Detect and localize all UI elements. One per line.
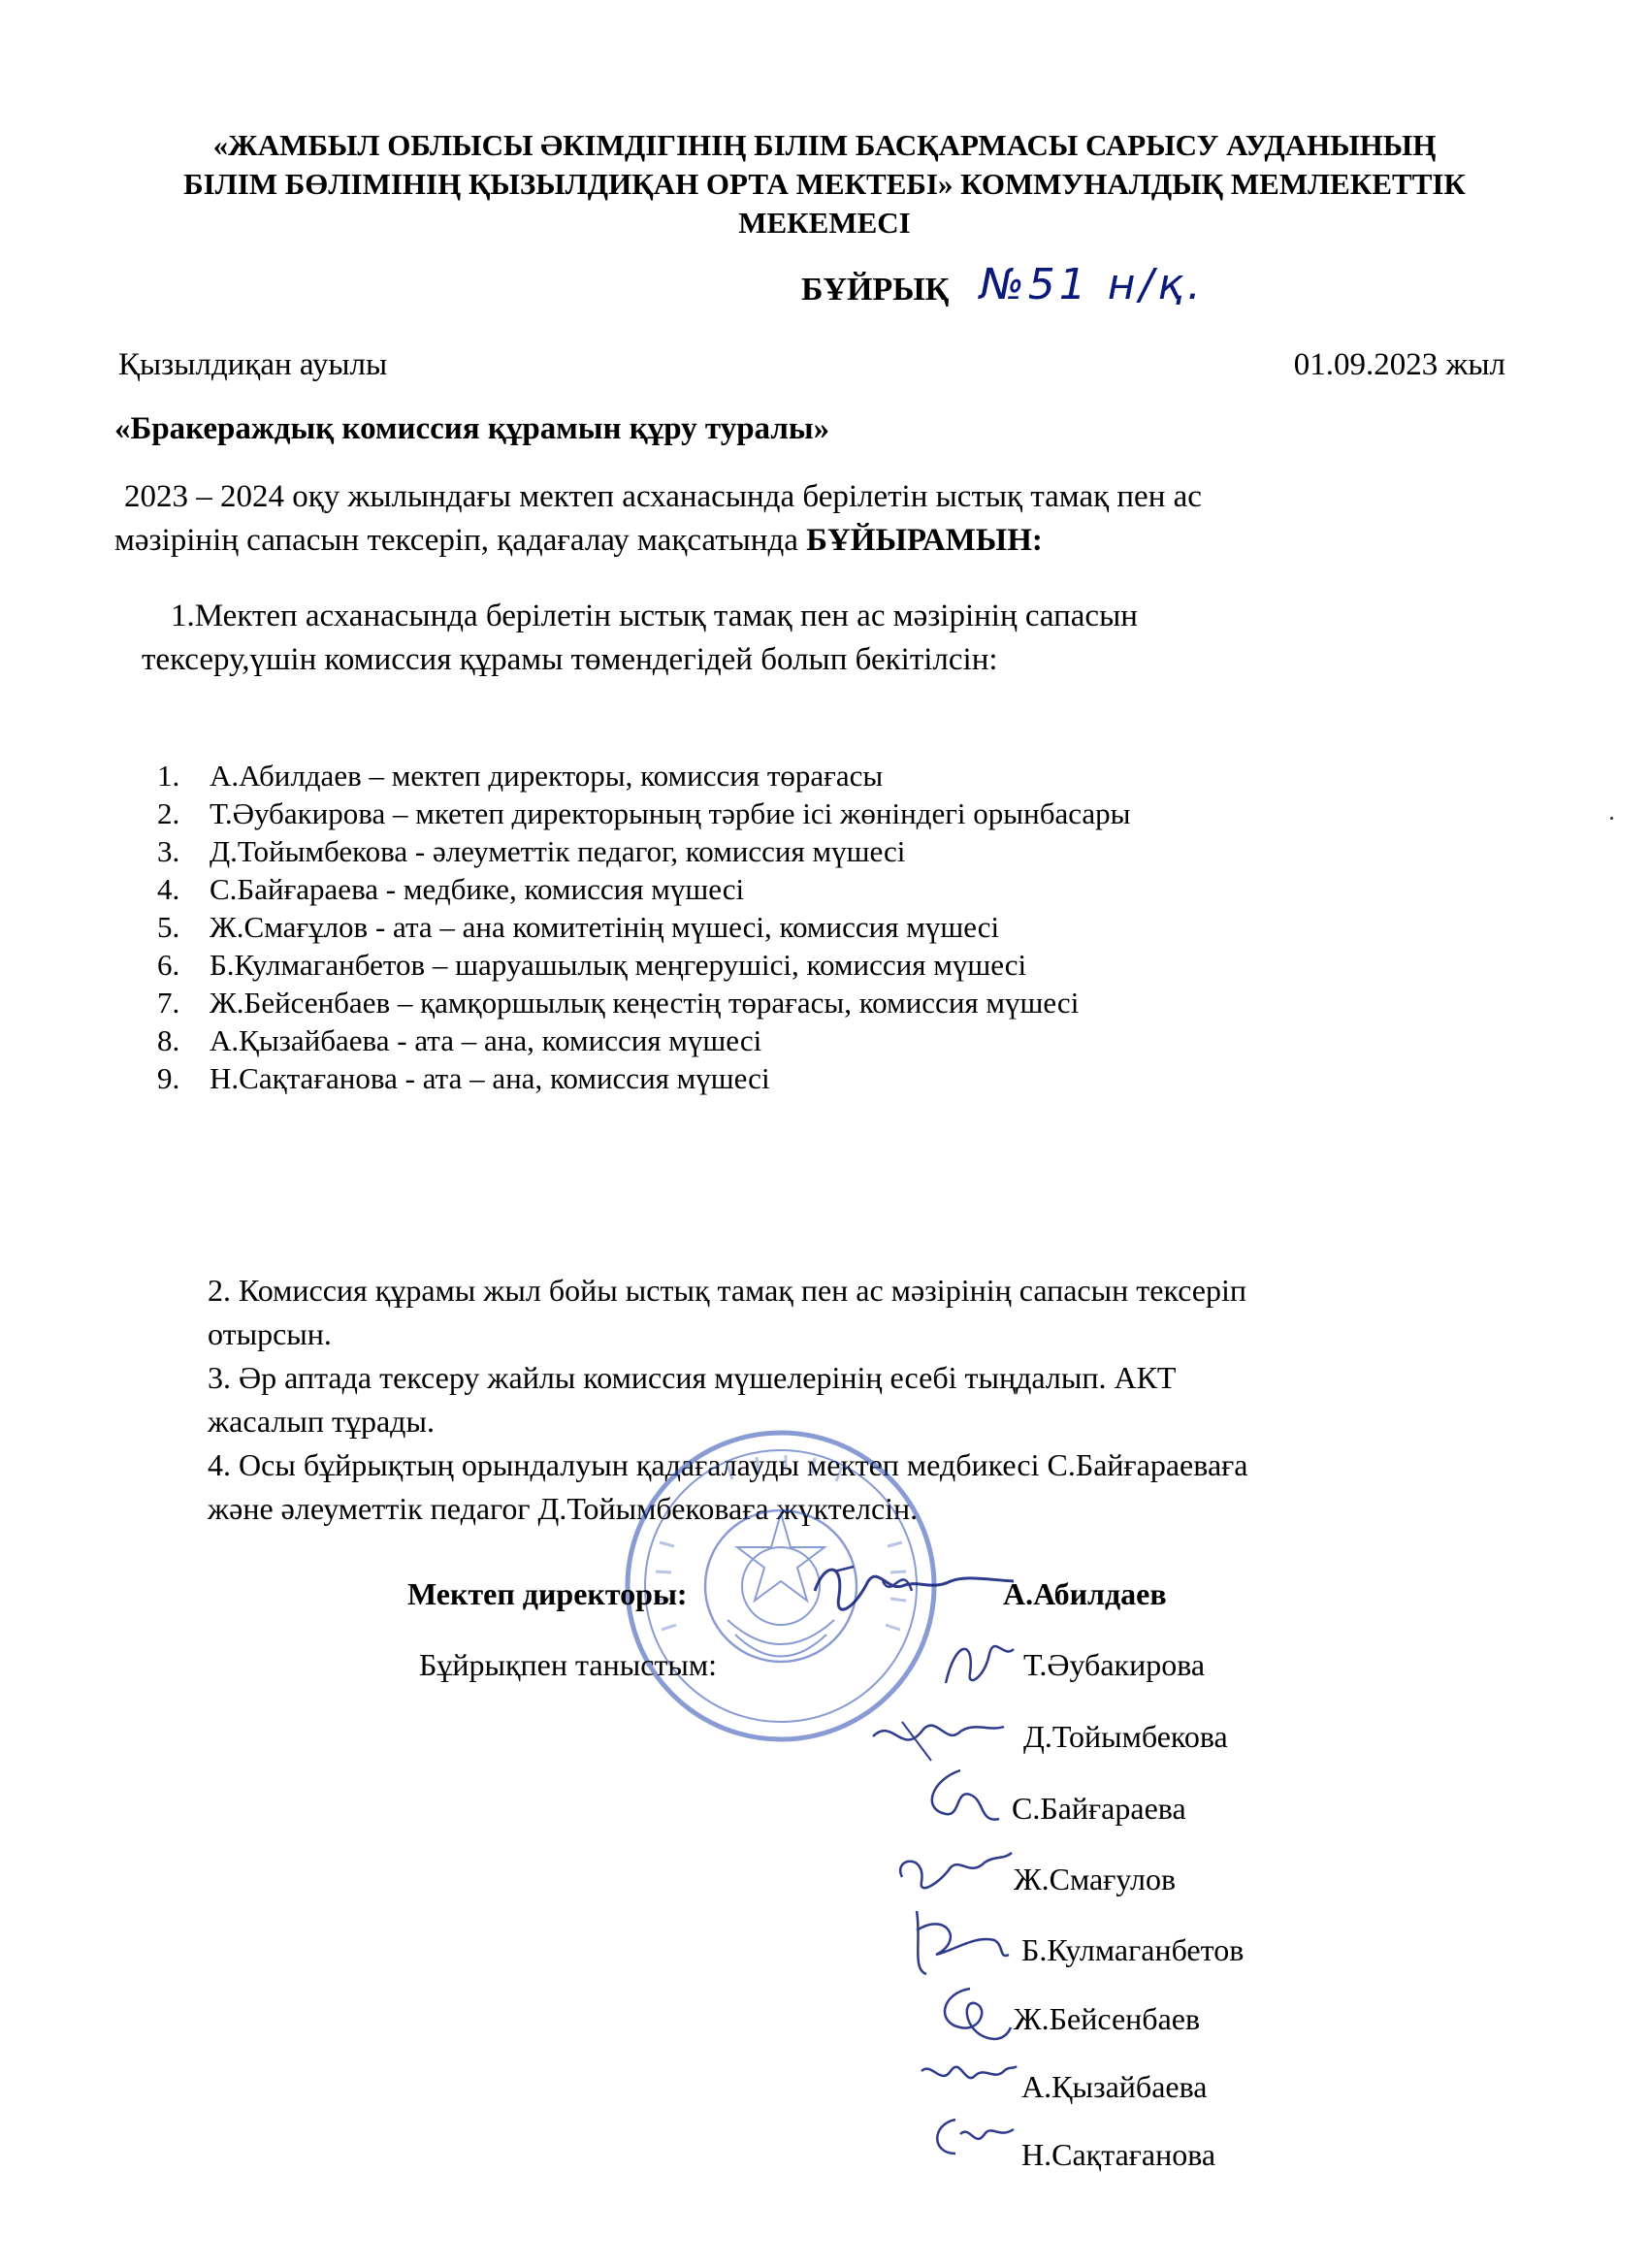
signature-icon [922, 2105, 1018, 2173]
list-item: 3. Д.Тойымбекова - әлеуметтік педагог, комиссия мүшесі [157, 834, 906, 868]
acknowledged-name: Б.Кулмаганбетов [1021, 1932, 1245, 1967]
list-item: 2. Т.Әубакирова – мкетеп директорының тәрбие ісі жөніндегі орынбасары [157, 796, 1131, 830]
order-date: 01.09.2023 жыл [1293, 347, 1505, 382]
signature-icon [922, 1979, 1014, 2052]
order-keyword: БҰЙЫРАМЫН: [806, 523, 1043, 558]
list-item: 8. А.Қызайбаева - ата – ана, комиссия мүшесі [157, 1023, 762, 1057]
acknowledged-name: Ж.Бейсенбаев [1014, 2001, 1201, 2036]
header-line-2: БІЛІМ БӨЛІМІНІҢ ҚЫЗЫЛДИҚАН ОРТА МЕКТЕБІ» КОММУНАЛДЫҚ МЕМЛЕКЕТТІК [183, 167, 1466, 201]
acknowledged-name: Н.Сақтағанова [1021, 2137, 1216, 2172]
point-line: отырсын. [208, 1316, 332, 1351]
acknowledged-name: С.Байғараева [1012, 1791, 1186, 1826]
point-line: және әлеуметтік педагог Д.Тойымбековаға жүктелсін. [208, 1491, 919, 1526]
acknowledged-label: Бұйрықпен таныстым: [419, 1647, 718, 1682]
list-item: 4. С.Байғараева - медбике, комиссия мүшесі [157, 872, 745, 906]
intro-line-1: 2023 – 2024 оқу жылындағы мектеп асханасында берілетін ыстық тамақ пен ас [124, 479, 1202, 514]
point-line: 2. Комиссия құрамы жыл бойы ыстық тамақ пен ас мәзірінің сапасын тексеріп [208, 1273, 1246, 1308]
point-1 [142, 595, 1432, 682]
list-item: 9. Н.Сақтағанова - ата – ана, комиссия мүшесі [157, 1061, 770, 1095]
point-line: жасалып тұрады. [208, 1404, 435, 1439]
director-signature-icon [795, 1552, 1018, 1630]
header-line-1: «ЖАМБЫЛ ОБЛЫСЫ ӘКІМДІГІНІҢ БІЛІМ БАСҚАРМАСЫ САРЫСУ АУДАНЫНЫҢ [212, 128, 1437, 162]
signature-icon [912, 2042, 1018, 2105]
signature-icon [897, 1901, 1014, 1984]
point-1-line-1: 1.Мектеп асханасында берілетін ыстық тамақ пен ас мәзірінің сапасын [171, 599, 1138, 633]
order-subject: «Бракераждық комиссия құрамын құру туралы» [114, 411, 830, 446]
point-1-line-2: тексеру,үшін комиссия құрамы төмендегідей болып бекітілсін: [142, 642, 998, 677]
director-label: Мектеп директоры: [407, 1576, 688, 1611]
signature-icon [936, 1630, 1023, 1698]
acknowledged-name: А.Қызайбаева [1021, 2069, 1208, 2104]
list-item: 7. Ж.Бейсенбаев – қамқоршылық кеңестің төрағасы, комиссия мүшесі [157, 986, 1080, 1020]
acknowledged-name: Д.Тойымбекова [1023, 1719, 1228, 1754]
signature-icon [902, 1761, 1009, 1833]
acknowledged-name: Т.Әубакирова [1023, 1647, 1206, 1682]
organization-header [87, 126, 1562, 243]
order-intro [114, 475, 1472, 563]
place-of-issue: Қызылдиқан ауылы [118, 347, 388, 382]
signature-icon [888, 1838, 1014, 1906]
acknowledged-name: Ж.Смағулов [1014, 1862, 1177, 1896]
intro-line-2: мәзірінің сапасын тексеріп, қадағалау мақсатында БҰЙЫРАМЫН: [114, 523, 1043, 558]
order-number-handwritten: №51 н/қ. [980, 260, 1205, 309]
list-item: 6. Б.Кулмаганбетов – шаруашылық меңгерушісі, комиссия мүшесі [157, 948, 1027, 982]
header-line-3: МЕКЕМЕСІ [738, 206, 911, 240]
director-name: А.Абилдаев [1003, 1576, 1167, 1611]
list-item: 5. Ж.Смағұлов - ата – ана комитетінің мүшесі, комиссия мүшесі [157, 910, 1000, 944]
scan-speck [1610, 817, 1613, 820]
point-line: 4. Осы бұйрықтың орындалуын қадағалауды мектеп медбикесі С.Байғараеваға [208, 1447, 1248, 1482]
commission-members-list [157, 757, 1130, 1097]
list-item: 1. А.Абилдаев – мектеп директоры, комиссия төрағасы [157, 759, 884, 793]
order-title: БҰЙРЫҚ [801, 272, 950, 308]
point-line: 3. Әр аптада тексеру жайлы комиссия мүшелерінің есебі тыңдалып. АКТ [208, 1360, 1177, 1395]
